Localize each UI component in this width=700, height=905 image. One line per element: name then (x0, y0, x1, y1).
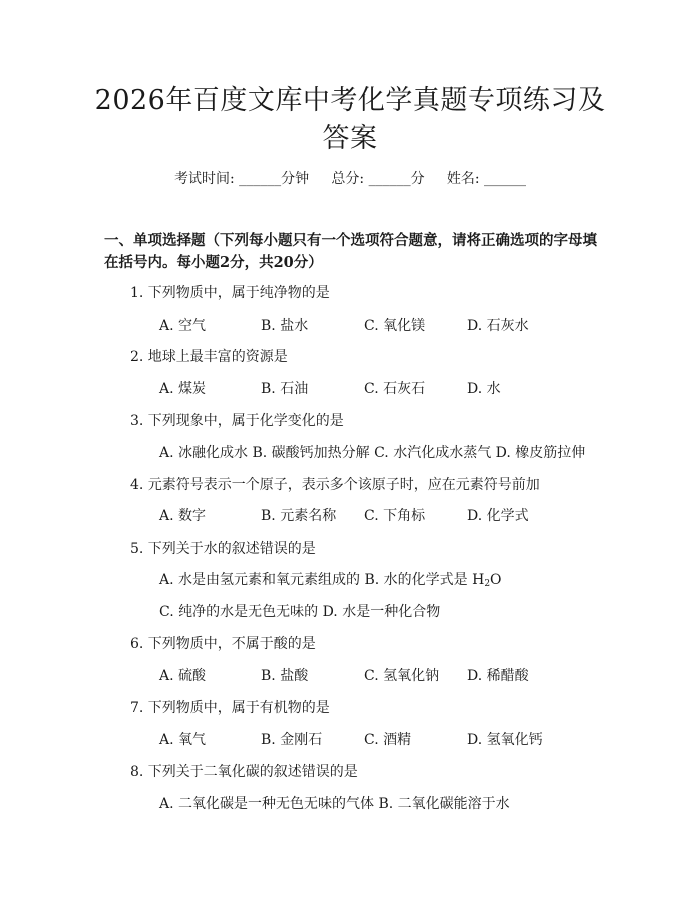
question-2-option-d: D. 水 (467, 381, 501, 397)
question-4-option-b: B. 元素名称 (261, 508, 337, 524)
question-5-options-line-2: C. 纯净的水是无色无味的 D. 水是一种化合物 (159, 604, 441, 620)
question-2-stem: 2. 地球上最丰富的资源是 (130, 349, 288, 365)
question-1-option-d: D. 石灰水 (467, 318, 529, 334)
question-3-stem: 3. 下列现象中，属于化学变化的是 (130, 413, 344, 429)
question-4-option-c: C. 下角标 (364, 508, 426, 524)
section-heading: 一、单项选择题（下列每小题只有一个选项符合题意，请将正确选项的字母填在括号内。每小题2分，共20分） (104, 232, 597, 271)
question-8-options: A. 二氧化碳是一种无色无味的气体 B. 二氧化碳能溶于水 (159, 796, 510, 812)
question-6-option-b: B. 盐酸 (261, 668, 309, 684)
question-8-stem: 8. 下列关于二氧化碳的叙述错误的是 (130, 764, 358, 780)
question-4-option-a: A. 数字 (159, 508, 207, 524)
question-6-stem: 6. 下列物质中，不属于酸的是 (130, 636, 316, 652)
document-title: 2026年百度文库中考化学真题专项练习及答案 (94, 85, 606, 154)
question-2-option-c: C. 石灰石 (364, 381, 426, 397)
question-6-option-d: D. 稀醋酸 (467, 668, 529, 684)
question-7-option-a: A. 氧气 (159, 732, 207, 748)
question-1-option-c: C. 氧化镁 (364, 318, 426, 334)
exam-meta-line: 考试时间: ______分钟 总分: ______分 姓名: ______ (173, 171, 526, 187)
water-formula-subscript: 2 (484, 579, 491, 589)
question-5-options-line-1-text: A. 水是由氢元素和氧元素组成的 B. 水的化学式是 H (159, 572, 485, 588)
question-1-stem: 1. 下列物质中，属于纯净物的是 (130, 285, 330, 301)
question-4-option-d: D. 化学式 (467, 508, 529, 524)
question-2-option-a: A. 煤炭 (159, 381, 207, 397)
question-1-option-a: A. 空气 (159, 318, 207, 334)
question-5-stem: 5. 下列关于水的叙述错误的是 (130, 541, 316, 557)
question-7-option-c: C. 酒精 (364, 732, 412, 748)
water-formula-suffix: O (490, 572, 502, 588)
question-7-stem: 7. 下列物质中，属于有机物的是 (130, 700, 330, 716)
question-7-option-b: B. 金刚石 (261, 732, 323, 748)
question-3-options: A. 冰融化成水 B. 碳酸钙加热分解 C. 水汽化成水蒸气 D. 橡皮筋拉伸 (159, 445, 586, 461)
question-6-option-c: C. 氢氧化钠 (364, 668, 440, 684)
question-7-option-d: D. 氢氧化钙 (467, 732, 543, 748)
question-5-options-line-1 (159, 569, 502, 589)
question-2-option-b: B. 石油 (261, 381, 309, 397)
question-6-option-a: A. 硫酸 (159, 668, 207, 684)
question-1-option-b: B. 盐水 (261, 318, 309, 334)
question-4-stem: 4. 元素符号表示一个原子，表示多个该原子时，应在元素符号前加 (130, 477, 540, 493)
